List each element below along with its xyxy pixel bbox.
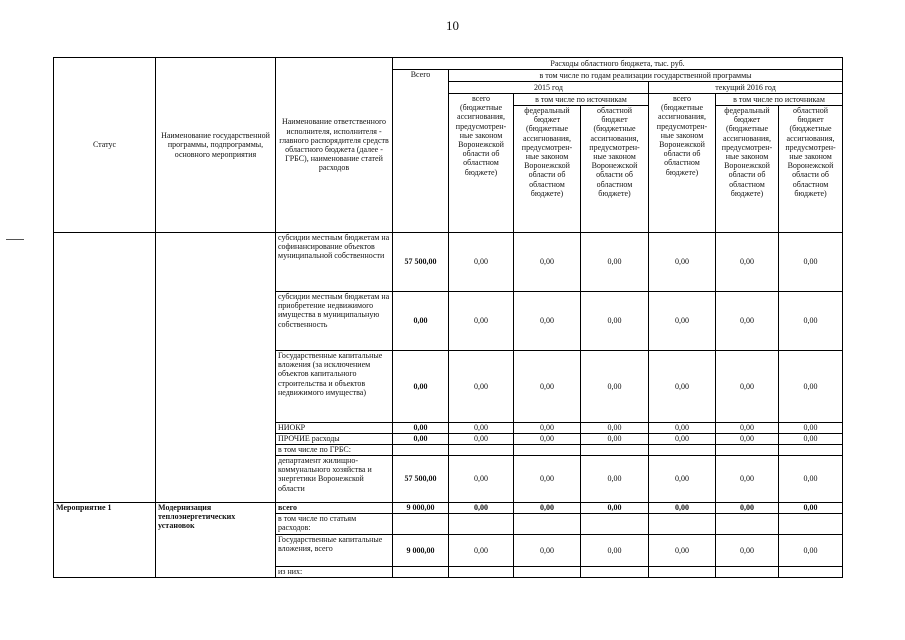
- value-federal-2015: 0,00: [514, 351, 581, 423]
- value-all-2015: 0,00: [449, 434, 514, 445]
- value-regional-2016: 0,00: [779, 233, 843, 292]
- header-by-years: в том числе по годам реализации государственной программы: [449, 70, 843, 82]
- scan-artifact-line: [6, 239, 24, 240]
- header-all-2015: всего (бюджетные ассигнования, предусмотрен-ные законом Воронежской области об областном бюджете): [449, 94, 514, 233]
- value-total: 0,00: [393, 434, 449, 445]
- value-regional-2015: 0,00: [581, 423, 649, 434]
- value-regional-2015: 0,00: [581, 434, 649, 445]
- value-federal-2015: 0,00: [514, 535, 581, 567]
- table-row: [54, 233, 843, 292]
- header-federal-2016: федеральный бюджет (бюджетные ассигнования, предусмотрен-ные законом Воронежской области об областном бюджете): [716, 106, 779, 233]
- expense-name: всего: [276, 503, 393, 514]
- value-all-2015: 0,00: [449, 456, 514, 503]
- value-federal-2015: 0,00: [514, 456, 581, 503]
- value-federal-2016: 0,00: [716, 233, 779, 292]
- value-federal-2016: [716, 445, 779, 456]
- value-total: [393, 514, 449, 535]
- value-all-2015: 0,00: [449, 423, 514, 434]
- expense-name: субсидии местным бюджетам на софинансирование объектов муниципальной собственности: [276, 233, 393, 292]
- expense-name: НИОКР: [276, 423, 393, 434]
- expense-name: из них:: [276, 567, 393, 578]
- expense-name: Государственные капитальные вложения, всего: [276, 535, 393, 567]
- value-total: 9 000,00: [393, 535, 449, 567]
- value-all-2016: 0,00: [649, 292, 716, 351]
- header-total: Всего: [393, 70, 449, 233]
- value-federal-2015: 0,00: [514, 292, 581, 351]
- value-total: 0,00: [393, 351, 449, 423]
- value-regional-2015: 0,00: [581, 456, 649, 503]
- value-federal-2016: [716, 567, 779, 578]
- value-regional-2015: 0,00: [581, 351, 649, 423]
- value-federal-2016: 0,00: [716, 351, 779, 423]
- value-all-2015: 0,00: [449, 535, 514, 567]
- value-regional-2016: 0,00: [779, 292, 843, 351]
- value-all-2016: [649, 514, 716, 535]
- value-regional-2015: 0,00: [581, 503, 649, 514]
- value-total: 9 000,00: [393, 503, 449, 514]
- value-federal-2015: [514, 445, 581, 456]
- value-regional-2016: 0,00: [779, 434, 843, 445]
- header-year-2015: 2015 год: [449, 82, 649, 94]
- header-by-sources-2015: в том числе по источникам: [514, 94, 649, 106]
- budget-table: [53, 57, 843, 578]
- value-federal-2016: 0,00: [716, 535, 779, 567]
- value-all-2015: 0,00: [449, 292, 514, 351]
- header-year-2016: текущий 2016 год: [649, 82, 843, 94]
- value-all-2016: 0,00: [649, 423, 716, 434]
- value-regional-2015: 0,00: [581, 292, 649, 351]
- page-number: 10: [446, 18, 459, 33]
- value-federal-2016: 0,00: [716, 292, 779, 351]
- value-federal-2015: [514, 567, 581, 578]
- value-all-2016: 0,00: [649, 233, 716, 292]
- header-regional-2015: областной бюджет (бюджетные ассигнования, предусмотрен-ные законом Воронежской области об областном бюджете): [581, 106, 649, 233]
- expense-name: в том числе по ГРБС:: [276, 445, 393, 456]
- value-regional-2016: 0,00: [779, 351, 843, 423]
- expense-name: департамент жилищно-коммунального хозяйства и энергетики Воронежской области: [276, 456, 393, 503]
- status-cell: [54, 233, 156, 503]
- value-regional-2016: 0,00: [779, 535, 843, 567]
- value-federal-2015: 0,00: [514, 503, 581, 514]
- value-all-2016: 0,00: [649, 456, 716, 503]
- value-total: 0,00: [393, 423, 449, 434]
- value-regional-2015: [581, 514, 649, 535]
- value-all-2015: 0,00: [449, 351, 514, 423]
- value-federal-2015: [514, 514, 581, 535]
- value-regional-2015: [581, 445, 649, 456]
- header-all-2016: всего (бюджетные ассигнования, предусмотрен-ные законом Воронежской области об областном бюджете): [649, 94, 716, 233]
- value-all-2016: 0,00: [649, 535, 716, 567]
- value-total: 57 500,00: [393, 233, 449, 292]
- expense-name: субсидии местным бюджетам на приобретение недвижимого имущества в муниципальную собственность: [276, 292, 393, 351]
- header-program-name: Наименование государственной программы, подпрограммы, основного мероприятия: [156, 58, 276, 233]
- value-all-2016: 0,00: [649, 434, 716, 445]
- expense-name: ПРОЧИЕ расходы: [276, 434, 393, 445]
- status-cell: Мероприятие 1: [54, 503, 156, 578]
- value-regional-2016: 0,00: [779, 423, 843, 434]
- value-regional-2015: [581, 567, 649, 578]
- program-cell: [156, 233, 276, 503]
- value-all-2015: [449, 514, 514, 535]
- value-federal-2016: 0,00: [716, 456, 779, 503]
- value-all-2015: 0,00: [449, 233, 514, 292]
- value-all-2016: 0,00: [649, 503, 716, 514]
- value-federal-2016: 0,00: [716, 434, 779, 445]
- header-regional-2016: областной бюджет (бюджетные ассигнования, предусмотрен-ные законом Воронежской области об областном бюджете): [779, 106, 843, 233]
- value-regional-2016: [779, 567, 843, 578]
- value-total: [393, 567, 449, 578]
- value-all-2015: 0,00: [449, 503, 514, 514]
- value-total: 0,00: [393, 292, 449, 351]
- header-federal-2015: федеральный бюджет (бюджетные ассигнования, предусмотрен-ные законом Воронежской области об областном бюджете): [514, 106, 581, 233]
- value-regional-2016: 0,00: [779, 503, 843, 514]
- value-regional-2016: [779, 514, 843, 535]
- value-federal-2016: 0,00: [716, 503, 779, 514]
- value-federal-2015: 0,00: [514, 423, 581, 434]
- expense-name: Государственные капитальные вложения (за исключением объектов капитального строительства и объектов недвижимого имущества): [276, 351, 393, 423]
- value-federal-2016: [716, 514, 779, 535]
- value-regional-2015: 0,00: [581, 233, 649, 292]
- header-expenses-title: Расходы областного бюджета, тыс. руб.: [393, 58, 843, 70]
- value-all-2016: [649, 567, 716, 578]
- value-all-2016: 0,00: [649, 351, 716, 423]
- value-federal-2015: 0,00: [514, 233, 581, 292]
- value-regional-2016: [779, 445, 843, 456]
- value-regional-2015: 0,00: [581, 535, 649, 567]
- value-federal-2016: 0,00: [716, 423, 779, 434]
- value-all-2015: [449, 445, 514, 456]
- value-regional-2016: 0,00: [779, 456, 843, 503]
- header-by-sources-2016: в том числе по источникам: [716, 94, 843, 106]
- value-total: [393, 445, 449, 456]
- value-all-2015: [449, 567, 514, 578]
- value-all-2016: [649, 445, 716, 456]
- expense-name: в том числе по статьям расходов:: [276, 514, 393, 535]
- table-row: [54, 503, 843, 514]
- program-cell: Модернизация теплоэнергетических установок: [156, 503, 276, 578]
- value-federal-2015: 0,00: [514, 434, 581, 445]
- header-executor: Наименование ответственного исполнителя, исполнителя - главного распорядителя средств областного бюджета (далее - ГРБС), наименование статей расходов: [276, 58, 393, 233]
- value-total: 57 500,00: [393, 456, 449, 503]
- header-status: Статус: [54, 58, 156, 233]
